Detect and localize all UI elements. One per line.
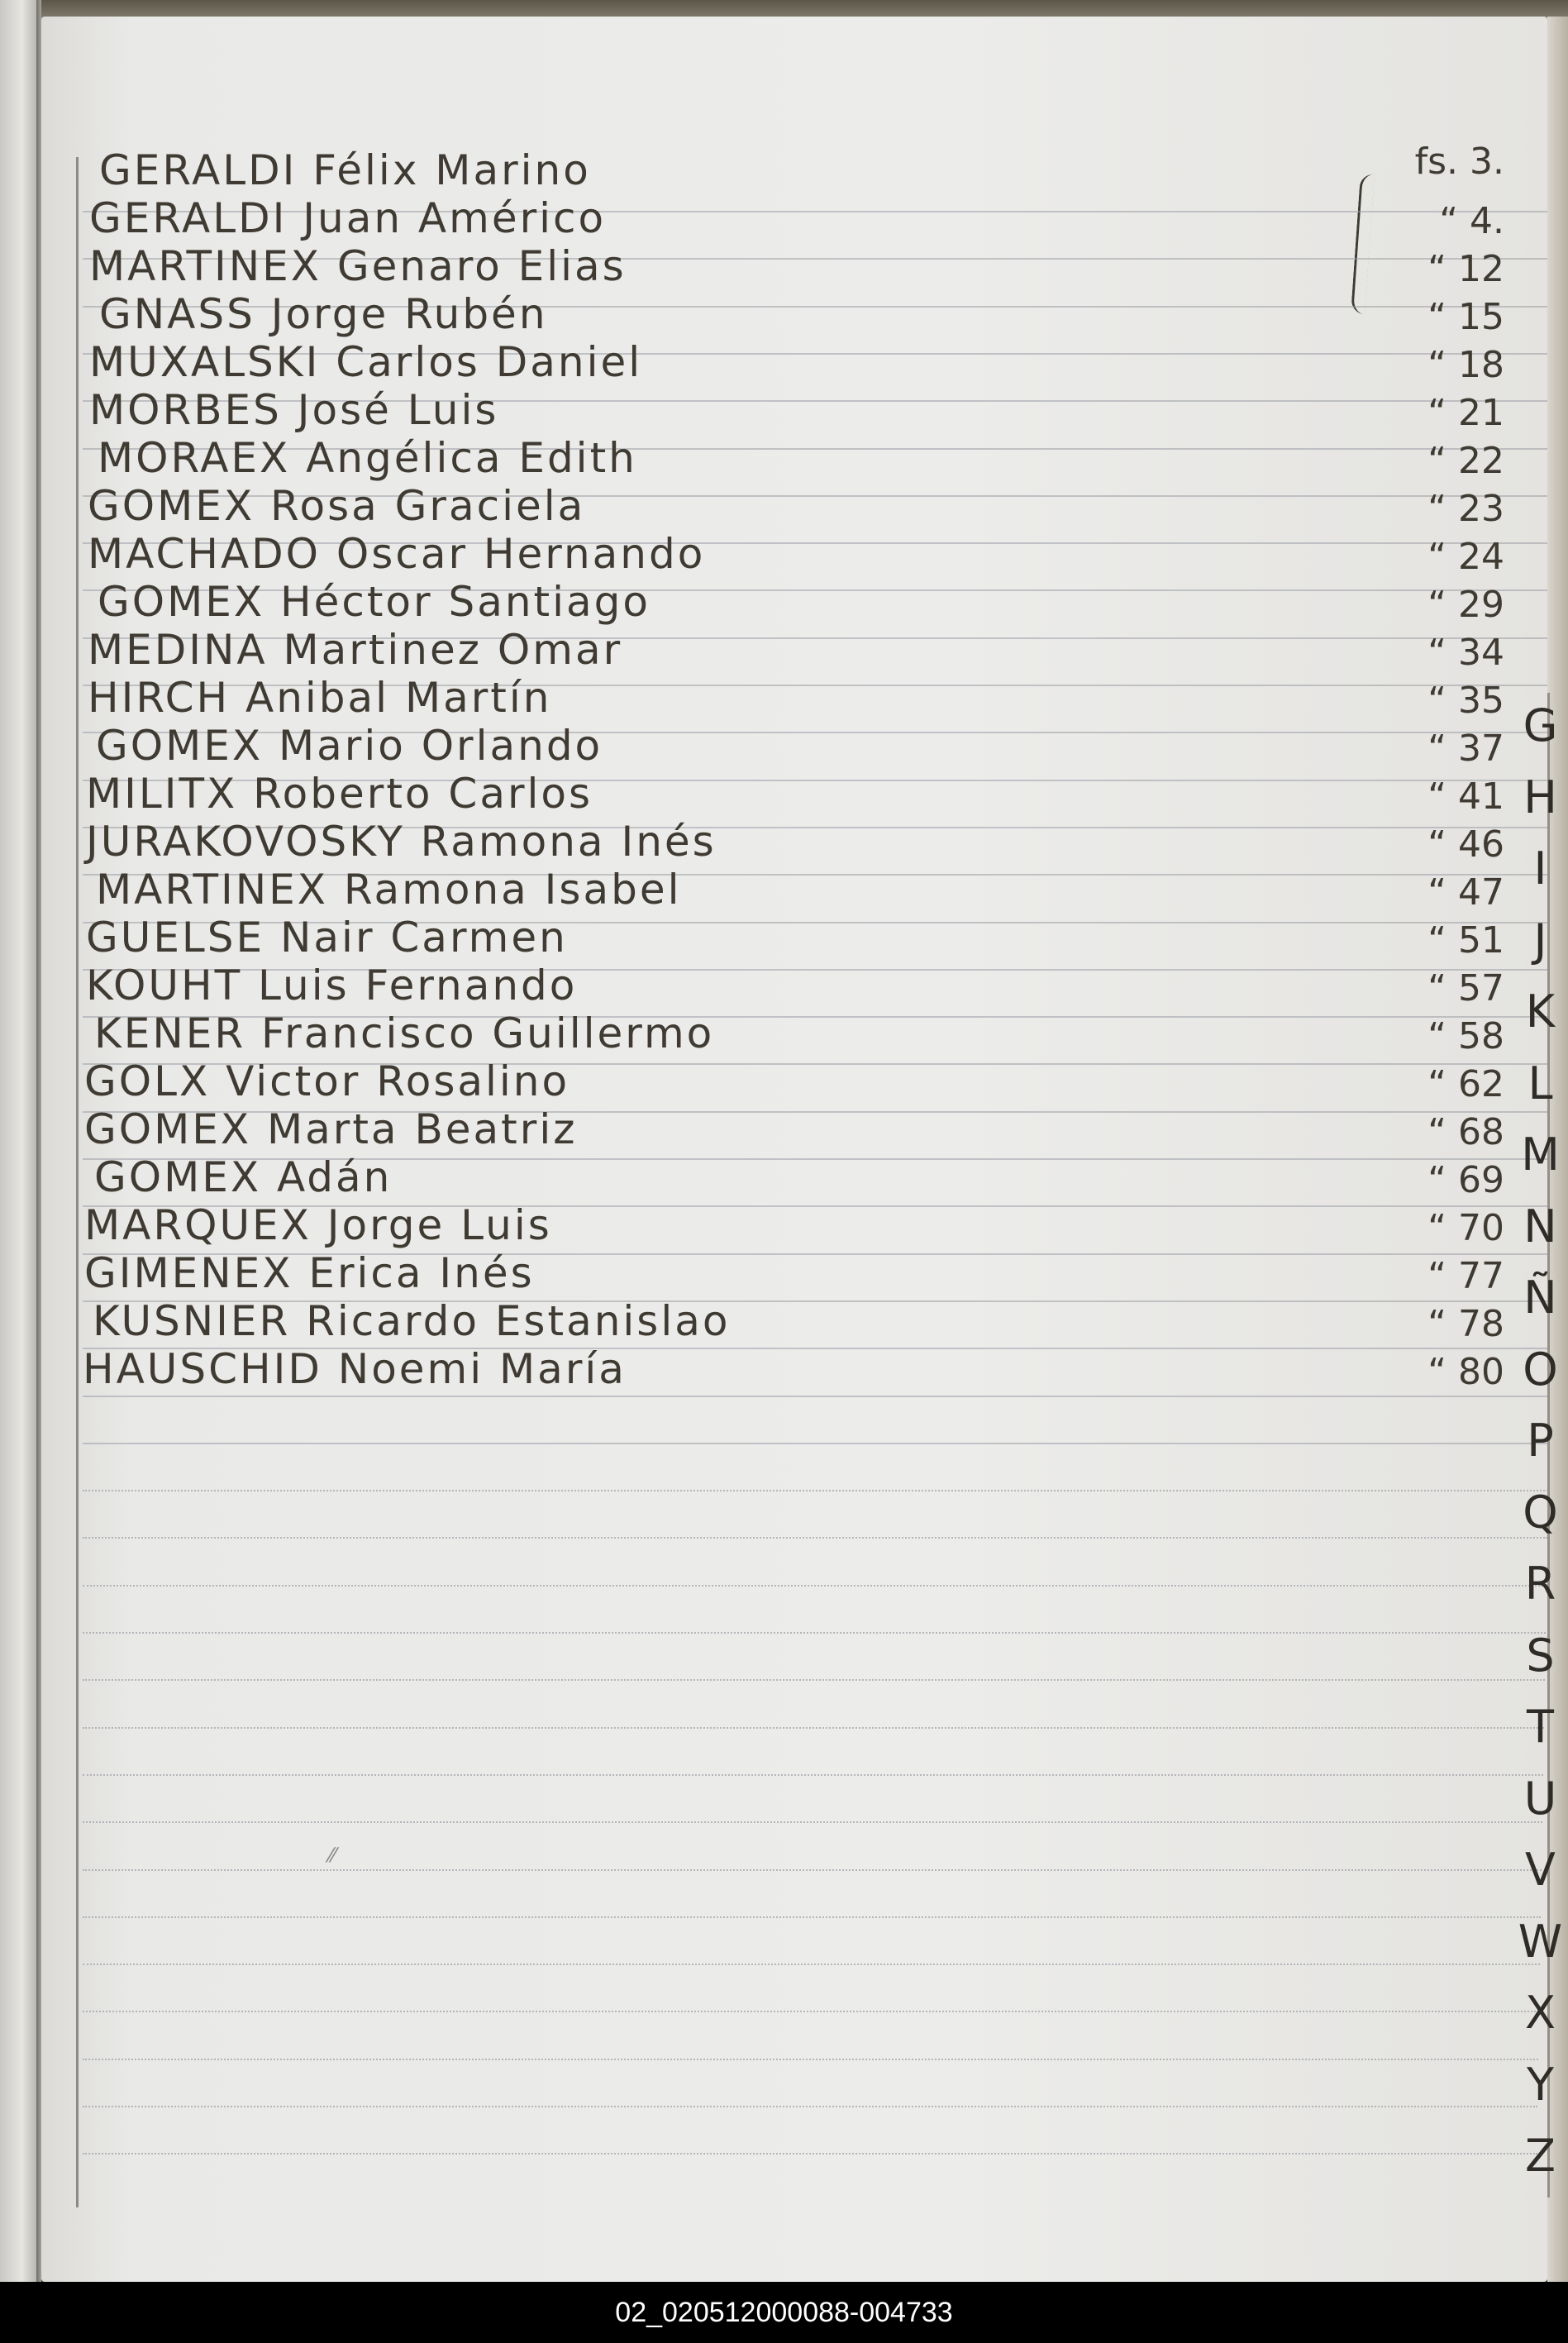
entry-name: HIRCH Anibal Martín bbox=[88, 674, 552, 722]
entry-name: GIMENEX Erica Inés bbox=[84, 1249, 535, 1297]
entry-folio: “ 58 bbox=[1427, 1015, 1504, 1057]
entry-name: GERALDI Juan Américo bbox=[89, 194, 607, 242]
ruled-line bbox=[83, 1585, 1547, 1587]
tab-letter-t[interactable]: T bbox=[1527, 1701, 1554, 1753]
entry-name: MEDINA Martinez Omar bbox=[88, 626, 623, 674]
tab-letter-m[interactable]: M bbox=[1521, 1129, 1560, 1181]
entry-folio: “ 24 bbox=[1427, 536, 1504, 578]
entry-folio: “ 69 bbox=[1427, 1159, 1504, 1201]
ruled-line bbox=[83, 2011, 1539, 2012]
tab-letter-g[interactable]: G bbox=[1523, 699, 1558, 752]
entry-name: GOLX Victor Rosalino bbox=[84, 1057, 570, 1105]
tab-letter-u[interactable]: U bbox=[1523, 1772, 1557, 1825]
entry-name: MUXALSKI Carlos Daniel bbox=[89, 338, 643, 386]
entry-name: MILITX Roberto Carlos bbox=[86, 770, 593, 818]
entry-folio: “ 22 bbox=[1427, 440, 1504, 482]
ruled-line bbox=[83, 2059, 1538, 2060]
ruled-line bbox=[83, 1679, 1545, 1681]
tab-letter-n[interactable]: N bbox=[1523, 1200, 1557, 1253]
entry-name: GOMEX Adán bbox=[94, 1153, 393, 1201]
entry-folio: “ 41 bbox=[1427, 775, 1504, 818]
tab-letter-i[interactable]: I bbox=[1533, 842, 1547, 895]
tab-letter-v[interactable]: V bbox=[1525, 1844, 1556, 1896]
entry-folio: “ 80 bbox=[1427, 1351, 1504, 1393]
ruled-line bbox=[83, 1490, 1548, 1491]
entry-folio: “ 4. bbox=[1439, 200, 1504, 242]
entry-name: GUELSE Nair Carmen bbox=[86, 914, 568, 962]
entry-name: GERALDI Félix Marino bbox=[99, 146, 591, 194]
entry-name: KENER Francisco Guillermo bbox=[94, 1009, 715, 1057]
entry-name: MORAEX Angélica Edith bbox=[98, 434, 637, 482]
entry-folio: “ 62 bbox=[1427, 1063, 1504, 1105]
ruled-line bbox=[83, 1964, 1540, 1965]
entry-folio: “ 37 bbox=[1427, 728, 1504, 770]
entry-folio: “ 77 bbox=[1427, 1255, 1504, 1297]
pencil-mark: ⁄⁄ bbox=[329, 1844, 336, 1867]
entry-folio: fs. 3. bbox=[1414, 141, 1504, 183]
ruled-line bbox=[83, 1821, 1542, 1823]
tab-letter-n-tilde[interactable]: Ñ bbox=[1523, 1272, 1557, 1324]
tab-letter-s[interactable]: S bbox=[1526, 1629, 1555, 1682]
entry-folio: “ 68 bbox=[1427, 1111, 1504, 1153]
entry-name: HAUSCHID Noemi María bbox=[83, 1345, 627, 1393]
ruled-line bbox=[83, 1727, 1544, 1729]
tab-letter-z[interactable]: Z bbox=[1525, 2130, 1556, 2182]
entry-name: GNASS Jorge Rubén bbox=[99, 290, 548, 338]
entry-folio: “ 70 bbox=[1427, 1207, 1504, 1249]
tab-letter-l[interactable]: L bbox=[1527, 1057, 1553, 1109]
ruled-line bbox=[83, 1632, 1546, 1634]
entry-name: KUSNIER Ricardo Estanislao bbox=[93, 1297, 731, 1345]
entry-name: GOMEX Héctor Santiago bbox=[98, 578, 651, 626]
tab-letter-h[interactable]: H bbox=[1523, 771, 1557, 823]
entry-name: JURAKOVOSKY Ramona Inés bbox=[86, 818, 717, 866]
entry-folio: “ 34 bbox=[1427, 632, 1504, 674]
entry-folio: “ 12 bbox=[1427, 248, 1504, 290]
ruled-line bbox=[83, 1774, 1543, 1776]
entry-folio: “ 15 bbox=[1427, 296, 1504, 338]
tab-letter-y[interactable]: Y bbox=[1527, 2058, 1554, 2111]
entry-folio: “ 23 bbox=[1427, 488, 1504, 530]
tab-letter-o[interactable]: O bbox=[1523, 1343, 1558, 1396]
entry-folio: “ 47 bbox=[1427, 871, 1504, 914]
tab-letter-p[interactable]: P bbox=[1527, 1415, 1554, 1467]
entry-folio: “ 78 bbox=[1427, 1303, 1504, 1345]
ruled-line bbox=[83, 1537, 1547, 1539]
left-margin-line bbox=[76, 157, 79, 2207]
entry-name: GOMEX Marta Beatriz bbox=[84, 1105, 578, 1153]
entry-name: MORBES José Luis bbox=[89, 386, 499, 434]
entry-name: MACHADO Oscar Hernando bbox=[88, 530, 706, 578]
tab-letter-j[interactable]: J bbox=[1533, 914, 1547, 966]
entry-folio: “ 29 bbox=[1427, 584, 1504, 626]
ruled-line bbox=[83, 2106, 1537, 2107]
tab-letter-x[interactable]: X bbox=[1525, 1987, 1556, 2039]
tab-letter-r[interactable]: R bbox=[1524, 1558, 1556, 1610]
ruled-line bbox=[83, 1916, 1541, 1918]
entry-folio: “ 18 bbox=[1427, 344, 1504, 386]
facing-page-edge bbox=[0, 0, 36, 2282]
entry-name: GOMEX Rosa Graciela bbox=[88, 482, 586, 530]
notebook-page bbox=[41, 17, 1547, 2282]
entry-name: MARTINEX Ramona Isabel bbox=[96, 866, 682, 914]
ruled-line bbox=[83, 1869, 1542, 1871]
entry-name: MARTINEX Genaro Elias bbox=[89, 242, 627, 290]
tab-letter-k[interactable]: K bbox=[1525, 985, 1556, 1038]
entry-folio: “ 35 bbox=[1427, 680, 1504, 722]
tab-letter-q[interactable]: Q bbox=[1523, 1486, 1558, 1539]
entry-name: KOUHT Luis Fernando bbox=[86, 962, 578, 1009]
ruled-line bbox=[83, 1443, 1549, 1444]
ruled-line bbox=[83, 2153, 1537, 2155]
entry-folio: “ 57 bbox=[1427, 967, 1504, 1009]
entry-folio: “ 51 bbox=[1427, 919, 1504, 962]
entry-folio: “ 21 bbox=[1427, 392, 1504, 434]
entry-folio: “ 46 bbox=[1427, 823, 1504, 866]
entry-name: GOMEX Mario Orlando bbox=[96, 722, 603, 770]
scan-id-label: 02_020512000088-004733 bbox=[615, 2297, 953, 2328]
entry-name: MARQUEX Jorge Luis bbox=[84, 1201, 552, 1249]
tab-letter-w[interactable]: W bbox=[1518, 1915, 1563, 1968]
